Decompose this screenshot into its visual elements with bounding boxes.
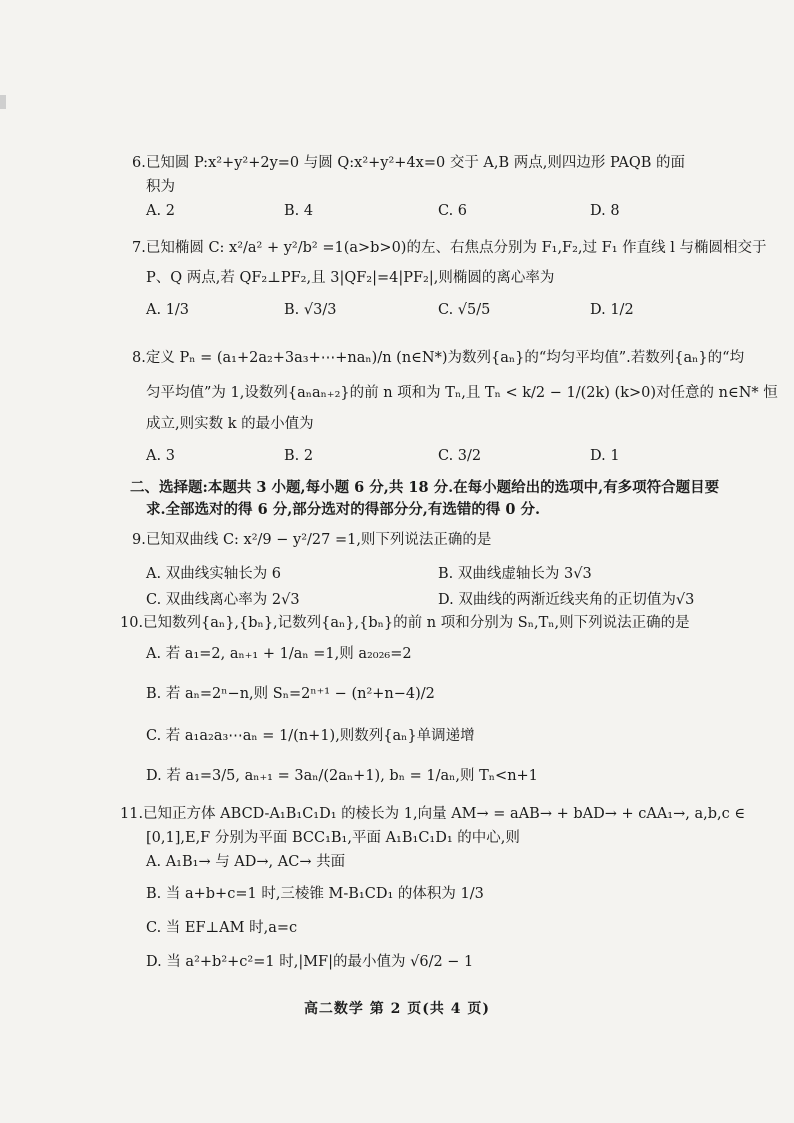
q8-stem-line3: 成立,则实数 k 的最小值为	[146, 416, 314, 432]
q7-stem-line1: 7.已知椭圆 C: x²/a² + y²/b² =1(a>b>0)的左、右焦点分别为 F₁,F₂,过 F₁ 作直线 l 与椭圆相交于	[132, 240, 767, 256]
q9-stem: 9.已知双曲线 C: x²/9 − y²/27 =1,则下列说法正确的是	[132, 532, 492, 548]
q10-option-c: C. 若 a₁a₂a₃⋯aₙ = 1/(n+1),则数列{aₙ}单调递增	[146, 728, 475, 744]
q11-option-a: A. A₁B₁→ 与 AD→, AC→ 共面	[146, 854, 346, 870]
q8-option-d: D. 1	[590, 448, 620, 464]
q8-option-b: B. 2	[284, 448, 314, 464]
q6-option-b: B. 4	[284, 203, 314, 219]
q8-option-a: A. 3	[146, 448, 175, 464]
q7-option-d: D. 1/2	[590, 302, 634, 318]
q7-option-c: C. √5/5	[438, 302, 491, 318]
q6-stem-line2: 积为	[146, 179, 175, 195]
q8-stem-line2: 匀平均值”为 1,设数列{aₙaₙ₊₂}的前 n 项和为 Tₙ,且 Tₙ < k/2 − 1/(2k) (k>0)对任意的 n∈N* 恒	[146, 385, 778, 401]
q11-option-c: C. 当 EF⊥AM 时,a=c	[146, 920, 298, 936]
q6-option-c: C. 6	[438, 203, 468, 219]
q10-stem: 10.已知数列{aₙ},{bₙ},记数列{aₙ},{bₙ}的前 n 项和分别为 Sₙ,Tₙ,则下列说法正确的是	[120, 615, 690, 631]
q10-option-a: A. 若 a₁=2, aₙ₊₁ + 1/aₙ =1,则 a₂₀₂₆=2	[146, 646, 412, 662]
scan-edge-mark	[0, 95, 6, 109]
q11-option-b: B. 当 a+b+c=1 时,三棱锥 M-B₁CD₁ 的体积为 1/3	[146, 886, 484, 902]
section-2-header-line2: 求.全部选对的得 6 分,部分选对的得部分分,有选错的得 0 分.	[146, 501, 541, 518]
q6-option-a: A. 2	[146, 203, 175, 219]
q6-option-d: D. 8	[590, 203, 620, 219]
q10-option-b: B. 若 aₙ=2ⁿ−n,则 Sₙ=2ⁿ⁺¹ − (n²+n−4)/2	[146, 686, 435, 702]
q8-stem-line1: 8.定义 Pₙ = (a₁+2a₂+3a₃+⋯+naₙ)/n (n∈N*)为数列{aₙ}的“均匀平均值”.若数列{aₙ}的“均	[132, 350, 745, 366]
q7-stem-line2: P、Q 两点,若 QF₂⊥PF₂,且 3|QF₂|=4|PF₂|,则椭圆的离心率为	[146, 270, 555, 286]
q9-option-a: A. 双曲线实轴长为 6	[146, 566, 282, 582]
page-footer: 高二数学 第 2 页(共 4 页)	[303, 1001, 491, 1017]
q9-option-b: B. 双曲线虚轴长为 3√3	[438, 566, 592, 582]
section-2-header-line1: 二、选择题:本题共 3 小题,每小题 6 分,共 18 分.在每小题给出的选项中,有多项符合题目要	[130, 479, 720, 496]
q11-stem-line1: 11.已知正方体 ABCD-A₁B₁C₁D₁ 的棱长为 1,向量 AM→ = aAB→ + bAD→ + cAA₁→, a,b,c ∈	[120, 806, 746, 822]
q11-option-d: D. 当 a²+b²+c²=1 时,|MF|的最小值为 √6/2 − 1	[146, 954, 474, 970]
q9-option-d: D. 双曲线的两渐近线夹角的正切值为√3	[438, 592, 695, 608]
q6-stem-line1: 6.已知圆 P:x²+y²+2y=0 与圆 Q:x²+y²+4x=0 交于 A,B 两点,则四边形 PAQB 的面	[132, 155, 686, 171]
q11-stem-line2: [0,1],E,F 分别为平面 BCC₁B₁,平面 A₁B₁C₁D₁ 的中心,则	[146, 830, 520, 846]
q7-option-a: A. 1/3	[146, 302, 190, 318]
q9-option-c: C. 双曲线离心率为 2√3	[146, 592, 300, 608]
q8-option-c: C. 3/2	[438, 448, 482, 464]
q10-option-d: D. 若 a₁=3/5, aₙ₊₁ = 3aₙ/(2aₙ+1), bₙ = 1/aₙ,则 Tₙ<n+1	[146, 768, 538, 784]
q7-option-b: B. √3/3	[284, 302, 337, 318]
